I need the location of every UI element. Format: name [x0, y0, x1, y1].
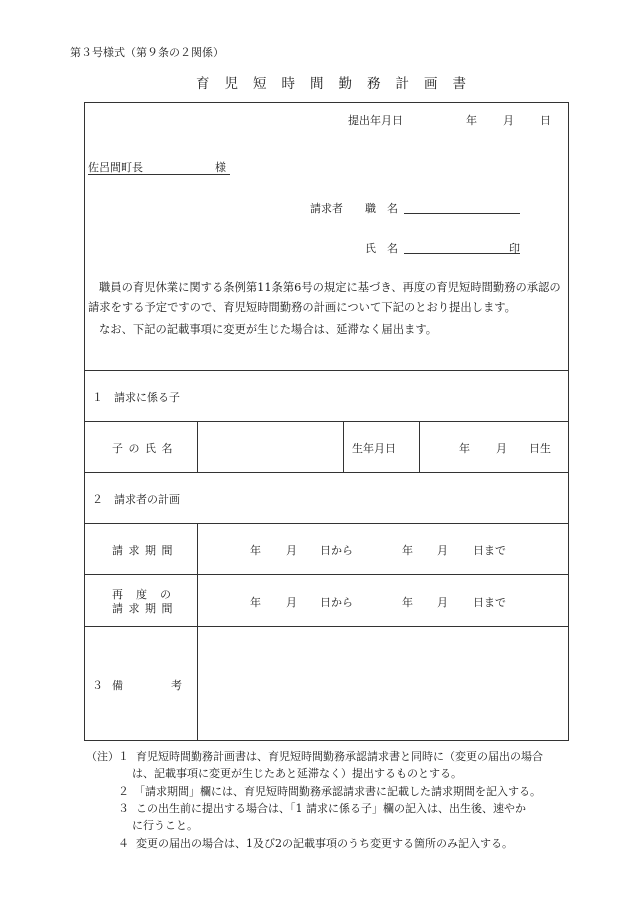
section1-heading: １ 請求に係る子	[92, 391, 180, 404]
name-label: 氏 名	[365, 242, 398, 255]
position-field[interactable]	[404, 213, 520, 214]
submission-day: 日	[540, 114, 551, 127]
note-2-num: ２	[118, 785, 129, 798]
submission-year: 年	[466, 114, 477, 127]
birth-year: 年	[459, 442, 470, 455]
addressee-honorific: 様	[215, 161, 226, 174]
seal-mark: 印	[509, 242, 520, 255]
note-3-num: ３	[118, 802, 129, 815]
note-1-line2: は、記載事項に変更が生じたあと延滞なく）提出するものとする。	[132, 767, 462, 780]
birth-date-label: 生年月日	[352, 442, 396, 455]
note-3-line2: に行うこと。	[132, 819, 198, 832]
body-paragraph-2: なお、下記の記載事項に変更が生じた場合は、延滞なく届出ます。	[99, 323, 438, 336]
again-end-month: 月	[437, 596, 448, 609]
section3-heading-b: 考	[171, 679, 182, 692]
addressee-underline	[88, 174, 230, 175]
note-4-line1: 変更の届出の場合は、1及び2の記載事項のうち変更する箇所のみ記入する。	[136, 837, 513, 850]
birth-month: 月	[496, 442, 507, 455]
remarks-field[interactable]	[200, 629, 565, 737]
child-name-field[interactable]	[200, 424, 341, 470]
form-number: 第３号様式（第９条の２関係）	[70, 46, 224, 59]
again-label-line1: 再 度 の	[112, 588, 172, 601]
birth-day: 日生	[529, 442, 551, 455]
name-field[interactable]	[404, 253, 520, 254]
submission-date-label: 提出年月日	[348, 114, 403, 127]
page-title: 育児短時間勤務計画書	[196, 76, 481, 92]
section3-heading-a: 備	[112, 679, 123, 692]
period-label: 請 求 期 間	[112, 544, 174, 557]
again-start-month: 月	[286, 596, 297, 609]
body-paragraph-1: 職員の育児休業に関する条例第11条第6号の規定に基づき、再度の育児短時間勤務の承認の請求をする予定ですので、育児短時間勤務の計画について下記のとおり提出します。	[88, 281, 561, 314]
period-end-day: 日まで	[473, 544, 506, 557]
notes-prefix: （注）	[86, 750, 119, 763]
child-name-label: 子 の 氏 名	[112, 442, 174, 455]
period-start-year: 年	[250, 544, 261, 557]
note-1-num: １	[118, 750, 129, 763]
period-start-month: 月	[286, 544, 297, 557]
section3-number: ３	[92, 679, 103, 692]
period-end-year: 年	[402, 544, 413, 557]
note-4-num: ４	[118, 837, 129, 850]
submission-month: 月	[503, 114, 514, 127]
again-start-year: 年	[250, 596, 261, 609]
addressee-name: 佐呂間町長	[88, 161, 143, 174]
note-2-line1: 「請求期間」欄には、育児短時間勤務承認請求書に記載した請求期間を記入する。	[134, 785, 541, 798]
note-1-line1: 育児短時間勤務計画書は、育児短時間勤務承認請求書と同時に（変更の届出の場合	[136, 750, 543, 763]
period-end-month: 月	[437, 544, 448, 557]
requester-label: 請求者	[310, 202, 343, 215]
note-3-line1: この出生前に提出する場合は、「1 請求に係る子」欄の記入は、出生後、速やか	[136, 802, 526, 815]
position-label: 職 名	[365, 202, 398, 215]
again-end-year: 年	[402, 596, 413, 609]
again-end-day: 日まで	[473, 596, 506, 609]
section2-heading: ２ 請求者の計画	[92, 493, 180, 506]
again-label-line2: 請 求 期 間	[112, 602, 174, 615]
period-start-day: 日から	[320, 544, 353, 557]
again-start-day: 日から	[320, 596, 353, 609]
